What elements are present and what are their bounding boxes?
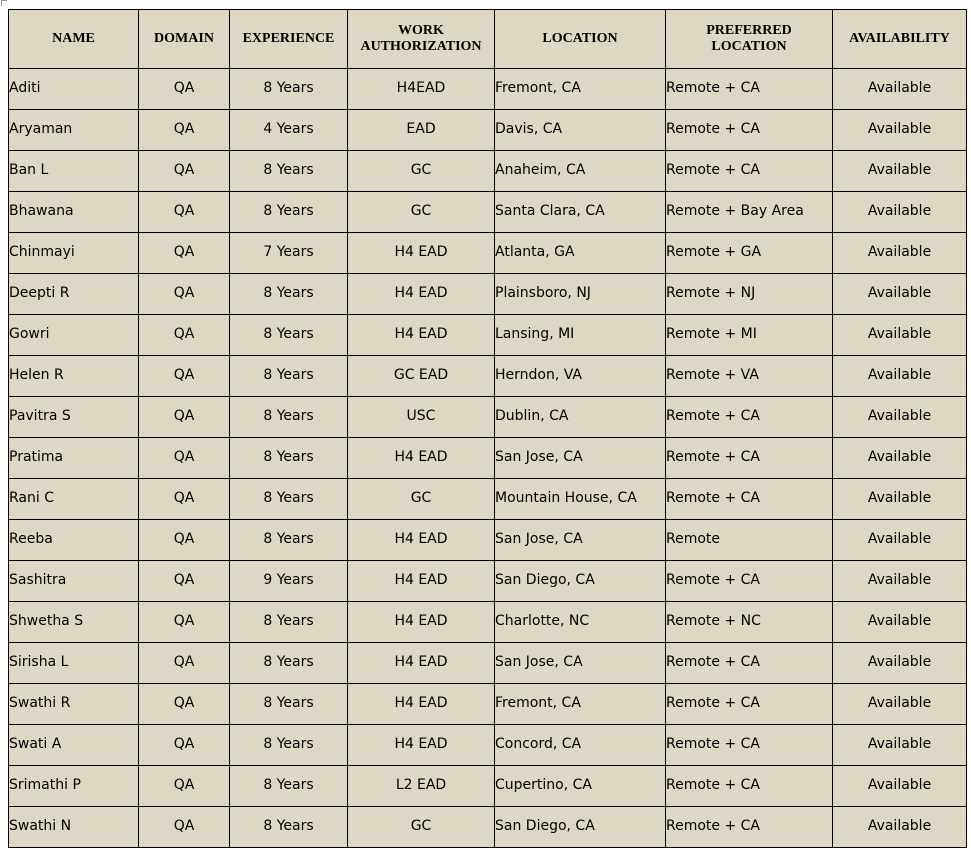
cell-name: Bhawana — [9, 192, 139, 233]
cell-preferred-location: Remote — [666, 520, 833, 561]
cell-location: Herndon, VA — [495, 356, 666, 397]
cell-location: San Jose, CA — [495, 438, 666, 479]
cell-preferred-location: Remote + CA — [666, 438, 833, 479]
cell-experience: 8 Years — [230, 520, 348, 561]
cell-preferred-location: Remote + MI — [666, 315, 833, 356]
table-row — [9, 151, 967, 192]
cell-availability: Available — [833, 561, 967, 602]
cell-location: Dublin, CA — [495, 397, 666, 438]
cell-work-authorization: H4 EAD — [348, 684, 495, 725]
cell-experience: 8 Years — [230, 397, 348, 438]
cell-work-authorization: GC — [348, 151, 495, 192]
cell-domain: QA — [139, 725, 230, 766]
cell-experience: 8 Years — [230, 274, 348, 315]
table-row — [9, 561, 967, 602]
cell-location: Concord, CA — [495, 725, 666, 766]
cell-domain: QA — [139, 192, 230, 233]
cell-work-authorization: GC — [348, 479, 495, 520]
cell-availability: Available — [833, 643, 967, 684]
cell-availability: Available — [833, 315, 967, 356]
cell-preferred-location: Remote + CA — [666, 397, 833, 438]
cell-domain: QA — [139, 479, 230, 520]
cell-name: Deepti R — [9, 274, 139, 315]
cell-availability: Available — [833, 274, 967, 315]
cell-name: Sashitra — [9, 561, 139, 602]
cell-availability: Available — [833, 69, 967, 110]
cell-name: Srimathi P — [9, 766, 139, 807]
table-row — [9, 807, 967, 848]
cell-domain: QA — [139, 274, 230, 315]
cell-name: Pavitra S — [9, 397, 139, 438]
cell-work-authorization: GC — [348, 807, 495, 848]
cell-location: Anaheim, CA — [495, 151, 666, 192]
cell-domain: QA — [139, 643, 230, 684]
cell-experience: 4 Years — [230, 110, 348, 151]
cell-domain: QA — [139, 397, 230, 438]
header-work-authorization-line1: WORK — [398, 23, 444, 38]
cell-availability: Available — [833, 684, 967, 725]
cell-experience: 8 Years — [230, 356, 348, 397]
cell-domain: QA — [139, 356, 230, 397]
cell-experience: 8 Years — [230, 315, 348, 356]
cell-work-authorization: EAD — [348, 110, 495, 151]
cell-domain: QA — [139, 315, 230, 356]
cell-location: San Diego, CA — [495, 561, 666, 602]
header-domain: DOMAIN — [139, 10, 230, 69]
candidate-table — [8, 9, 967, 848]
header-preferred-location — [666, 10, 833, 69]
cell-location: Mountain House, CA — [495, 479, 666, 520]
cell-preferred-location: Remote + CA — [666, 151, 833, 192]
table-body — [9, 69, 967, 848]
cell-preferred-location: Remote + NJ — [666, 274, 833, 315]
cell-domain: QA — [139, 561, 230, 602]
table-row — [9, 479, 967, 520]
header-name: NAME — [9, 10, 139, 69]
cell-preferred-location: Remote + CA — [666, 807, 833, 848]
cell-experience: 8 Years — [230, 602, 348, 643]
header-location: LOCATION — [495, 10, 666, 69]
cell-preferred-location: Remote + CA — [666, 479, 833, 520]
cell-name: Helen R — [9, 356, 139, 397]
cell-experience: 8 Years — [230, 192, 348, 233]
header-preferred-location-line2: LOCATION — [711, 39, 787, 54]
cell-name: Gowri — [9, 315, 139, 356]
table-row — [9, 397, 967, 438]
cell-name: Reeba — [9, 520, 139, 561]
cell-availability: Available — [833, 151, 967, 192]
header-availability: AVAILABILITY — [833, 10, 967, 69]
table-row — [9, 684, 967, 725]
cell-availability: Available — [833, 438, 967, 479]
document-corner-mark — [1, 0, 7, 6]
cell-location: Atlanta, GA — [495, 233, 666, 274]
cell-experience: 8 Years — [230, 807, 348, 848]
cell-preferred-location: Remote + GA — [666, 233, 833, 274]
cell-preferred-location: Remote + CA — [666, 643, 833, 684]
header-work-authorization-line2: AUTHORIZATION — [360, 39, 482, 54]
cell-name: Pratima — [9, 438, 139, 479]
cell-availability: Available — [833, 520, 967, 561]
cell-location: Fremont, CA — [495, 69, 666, 110]
cell-name: Swathi R — [9, 684, 139, 725]
table-row — [9, 69, 967, 110]
table-row — [9, 315, 967, 356]
table-row — [9, 725, 967, 766]
cell-preferred-location: Remote + Bay Area — [666, 192, 833, 233]
cell-availability: Available — [833, 192, 967, 233]
cell-work-authorization: H4 EAD — [348, 602, 495, 643]
table-row — [9, 766, 967, 807]
cell-availability: Available — [833, 725, 967, 766]
cell-work-authorization: H4 EAD — [348, 315, 495, 356]
cell-location: Cupertino, CA — [495, 766, 666, 807]
cell-availability: Available — [833, 766, 967, 807]
table-row — [9, 520, 967, 561]
cell-name: Swati A — [9, 725, 139, 766]
cell-availability: Available — [833, 807, 967, 848]
cell-location: San Diego, CA — [495, 807, 666, 848]
cell-domain: QA — [139, 151, 230, 192]
cell-location: San Jose, CA — [495, 520, 666, 561]
cell-preferred-location: Remote + CA — [666, 69, 833, 110]
header-experience: EXPERIENCE — [230, 10, 348, 69]
cell-experience: 8 Years — [230, 438, 348, 479]
cell-availability: Available — [833, 397, 967, 438]
cell-domain: QA — [139, 233, 230, 274]
cell-work-authorization: USC — [348, 397, 495, 438]
cell-location: Plainsboro, NJ — [495, 274, 666, 315]
cell-domain: QA — [139, 520, 230, 561]
cell-experience: 8 Years — [230, 766, 348, 807]
cell-preferred-location: Remote + VA — [666, 356, 833, 397]
cell-work-authorization: L2 EAD — [348, 766, 495, 807]
cell-location: Santa Clara, CA — [495, 192, 666, 233]
table-row — [9, 438, 967, 479]
cell-availability: Available — [833, 110, 967, 151]
cell-work-authorization: GC EAD — [348, 356, 495, 397]
cell-name: Rani C — [9, 479, 139, 520]
cell-work-authorization: H4 EAD — [348, 561, 495, 602]
table-row — [9, 110, 967, 151]
cell-location: Lansing, MI — [495, 315, 666, 356]
cell-experience: 8 Years — [230, 684, 348, 725]
cell-work-authorization: H4 EAD — [348, 643, 495, 684]
cell-location: Charlotte, NC — [495, 602, 666, 643]
header-work-authorization — [348, 10, 495, 69]
cell-experience: 7 Years — [230, 233, 348, 274]
cell-preferred-location: Remote + CA — [666, 110, 833, 151]
cell-preferred-location: Remote + NC — [666, 602, 833, 643]
cell-domain: QA — [139, 438, 230, 479]
header-preferred-location-line1: PREFERRED — [706, 23, 792, 38]
cell-name: Aditi — [9, 69, 139, 110]
cell-experience: 8 Years — [230, 725, 348, 766]
cell-work-authorization: GC — [348, 192, 495, 233]
cell-domain: QA — [139, 766, 230, 807]
cell-work-authorization: H4 EAD — [348, 233, 495, 274]
cell-name: Aryaman — [9, 110, 139, 151]
cell-preferred-location: Remote + CA — [666, 725, 833, 766]
cell-name: Sirisha L — [9, 643, 139, 684]
cell-name: Chinmayi — [9, 233, 139, 274]
cell-preferred-location: Remote + CA — [666, 684, 833, 725]
table-row — [9, 233, 967, 274]
table-row — [9, 274, 967, 315]
header-row — [9, 10, 967, 69]
cell-name: Shwetha S — [9, 602, 139, 643]
cell-work-authorization: H4 EAD — [348, 725, 495, 766]
cell-preferred-location: Remote + CA — [666, 561, 833, 602]
cell-experience: 9 Years — [230, 561, 348, 602]
cell-domain: QA — [139, 807, 230, 848]
cell-domain: QA — [139, 684, 230, 725]
cell-availability: Available — [833, 233, 967, 274]
cell-availability: Available — [833, 479, 967, 520]
cell-location: Davis, CA — [495, 110, 666, 151]
table-row — [9, 602, 967, 643]
cell-experience: 8 Years — [230, 479, 348, 520]
cell-experience: 8 Years — [230, 643, 348, 684]
cell-name: Ban L — [9, 151, 139, 192]
cell-experience: 8 Years — [230, 151, 348, 192]
cell-experience: 8 Years — [230, 69, 348, 110]
cell-name: Swathi N — [9, 807, 139, 848]
table-row — [9, 643, 967, 684]
cell-domain: QA — [139, 602, 230, 643]
table-row — [9, 192, 967, 233]
cell-availability: Available — [833, 602, 967, 643]
cell-work-authorization: H4 EAD — [348, 520, 495, 561]
cell-location: San Jose, CA — [495, 643, 666, 684]
cell-work-authorization: H4EAD — [348, 69, 495, 110]
cell-location: Fremont, CA — [495, 684, 666, 725]
cell-work-authorization: H4 EAD — [348, 274, 495, 315]
cell-availability: Available — [833, 356, 967, 397]
table-row — [9, 356, 967, 397]
cell-domain: QA — [139, 110, 230, 151]
cell-preferred-location: Remote + CA — [666, 766, 833, 807]
cell-domain: QA — [139, 69, 230, 110]
cell-work-authorization: H4 EAD — [348, 438, 495, 479]
